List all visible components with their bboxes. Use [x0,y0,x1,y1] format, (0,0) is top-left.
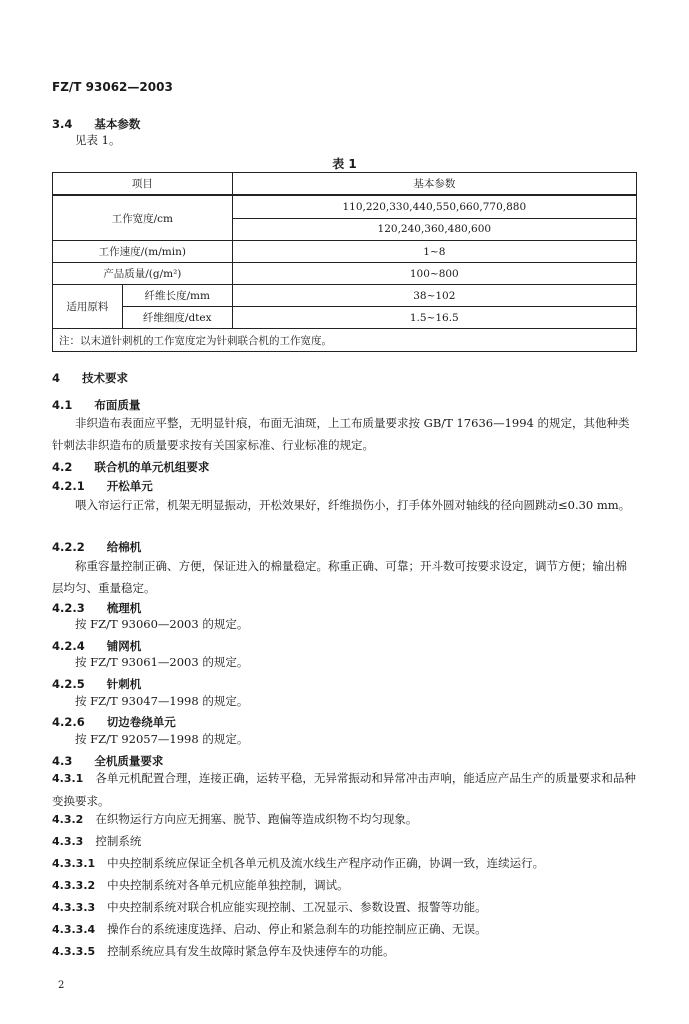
table-cell-label: 工作速度/(m/min) [53,241,233,263]
page-number: 2 [58,980,65,991]
section-number: 4 [52,371,61,385]
section-title: 基本参数 [94,117,141,131]
table-note-row [53,329,637,352]
section-4-2-6-text: 按 FZ/T 92057—1998 的规定。 [75,732,249,746]
section-number: 4.2.1 [52,479,85,493]
section-4-2-3-text: 按 FZ/T 93060—2003 的规定。 [75,617,249,631]
section-number: 4.1 [52,398,73,412]
table-cell-value: 120,240,360,480,600 [232,218,636,241]
table-row [53,196,637,219]
section-4-3-3: 4.3.3 控制系统 [52,834,142,848]
section-4-1-heading [52,397,140,413]
section-4-2-2-text: 称重容量控制正确、方便，保证进入的棉量稳定。称重正确、可靠；开斗数可按要求设定，调节方便；输出棉层均匀、重量稳定。 [52,559,627,595]
table-cell-label: 工作宽度/cm [53,196,233,241]
table-cell-label: 纤维细度/dtex [122,307,232,329]
section-4-2-heading [52,459,209,475]
section-4-1-text: 非织造布表面应平整，无明显针痕，布面无油斑，上工布质量要求按 GB/T 17636—1994 的规定，其他种类针刺法非织造布的质量要求按有关国家标准、行业标准的规定。 [52,416,630,452]
section-number: 4.2.4 [52,639,85,653]
section-title: 联合机的单元机组要求 [94,460,210,474]
section-3-4-text: 见表 1。 [75,133,121,147]
standard-code-header: FZ/T 93062—2003 [52,80,173,94]
parameter-table-body [52,195,637,352]
table-cell-label: 纤维长度/mm [122,285,232,307]
section-4-3-1: 4.3.1 各单元机配置合理，连接正确，运转平稳，无异常振动和异常冲击声响，能适应产品生产的质量要求和品种变换要求。 [52,771,636,808]
section-title: 技术要求 [82,371,129,385]
table-header-item: 项目 [53,173,233,195]
section-number: 4.2.2 [52,540,85,554]
section-number: 3.4 [52,117,73,131]
section-number: 4.3 [52,754,73,768]
section-4-2-2-heading [52,539,141,555]
section-4-3-3-3: 4.3.3.3 中央控制系统对联合机应能实现控制、工况显示、参数设置、报警等功能。 [52,900,487,914]
table-cell-value: 38~102 [232,285,636,307]
section-title: 给棉机 [106,540,142,554]
parameter-table [52,172,637,195]
section-4-2-5-text: 按 FZ/T 93047—1998 的规定。 [75,694,249,708]
table-header-param: 基本参数 [232,173,636,195]
section-4-3-3-5: 4.3.3.5 控制系统应具有发生故障时紧急停车及快速停车的功能。 [52,944,395,958]
table-row [53,263,637,285]
section-4-2-4-text: 按 FZ/T 93061—2003 的规定。 [75,655,249,669]
section-4-2-1-text: 喂入帘运行正常，机架无明显振动，开松效果好，纤维损伤小，打手体外圆对轴线的径向圆跳动≤0.30 mm。 [75,498,631,512]
table-cell-value: 1~8 [232,241,636,263]
table-cell-value: 100~800 [232,263,636,285]
table-title: 表 1 [332,157,357,171]
section-number: 4.2.5 [52,677,85,691]
section-title: 全机质量要求 [94,754,164,768]
table-row [53,241,637,263]
section-4-3-3-1: 4.3.3.1 中央控制系统应保证全机各单元机及流水线生产程序动作正确，协调一致，连续运行。 [52,856,545,870]
table-cell-value: 110,220,330,440,550,660,770,880 [232,196,636,219]
table-note: 注：以末道针刺机的工作宽度定为针刺联合机的工作宽度。 [53,329,637,352]
section-title: 开松单元 [106,479,153,493]
table-cell-label: 产品质量/(g/m²) [53,263,233,285]
table-header-row [53,173,637,195]
table-row [53,307,637,329]
table-cell-label: 适用原料 [53,285,123,329]
section-4-3-2: 4.3.2 在织物运行方向应无拥塞、脱节、跑偏等造成织物不均匀现象。 [52,812,418,826]
section-number: 4.2.3 [52,601,85,615]
section-number: 4.2.6 [52,715,85,729]
section-title: 铺网机 [106,639,142,653]
section-4-2-1-heading [52,478,153,494]
table-row [53,285,637,307]
section-title: 针刺机 [106,677,142,691]
section-title: 切边卷绕单元 [106,715,176,729]
table-cell-value: 1.5~16.5 [232,307,636,329]
section-4-3-3-4: 4.3.3.4 操作台的系统速度选择、启动、停止和紧急刹车的功能控制应正确、无误。 [52,922,487,936]
section-title: 布面质量 [94,398,141,412]
section-number: 4.2 [52,460,73,474]
section-4-3-3-2: 4.3.3.2 中央控制系统对各单元机应能单独控制，调试。 [52,878,349,892]
section-4-heading [52,370,128,386]
section-title: 梳理机 [106,601,142,615]
